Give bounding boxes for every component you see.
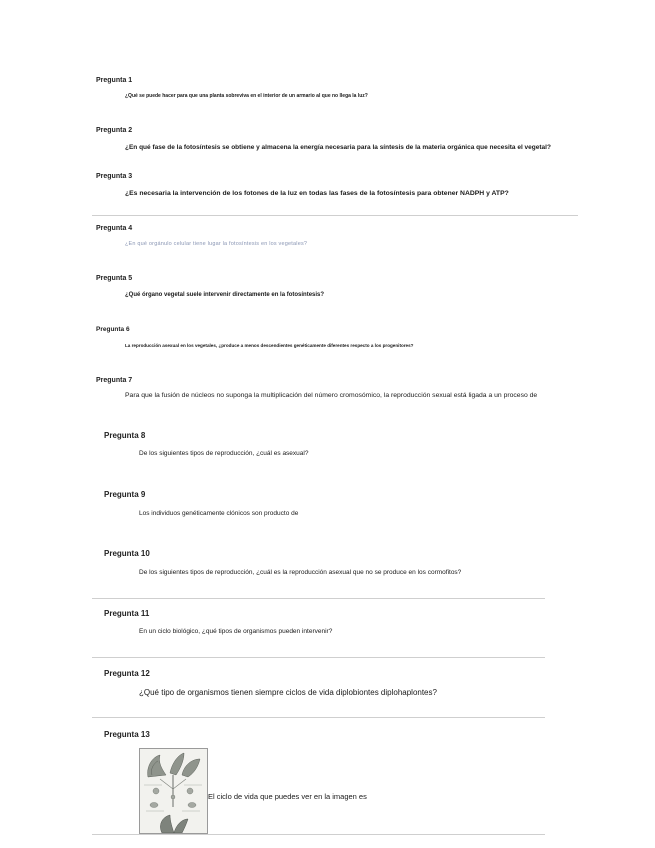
question-text: ¿Es necesaria la intervención de los fotones de la luz en todas las fases de la fotosíntesis para obtener NADPH y ATP? <box>125 190 509 197</box>
question-12 <box>104 669 150 678</box>
divider <box>92 834 545 835</box>
question-label: Pregunta 11 <box>104 609 150 618</box>
question-label: Pregunta 9 <box>104 490 146 499</box>
question-4 <box>96 225 132 232</box>
question-label: Pregunta 3 <box>96 173 133 180</box>
divider <box>92 717 545 718</box>
question-3 <box>96 173 132 180</box>
question-label: Pregunta 2 <box>96 127 133 134</box>
question-6 <box>96 326 130 333</box>
question-text: El ciclo de vida que puedes ver en la imagen es <box>208 792 367 801</box>
question-text: ¿En qué fase de la fotosíntesis se obtiene y almacena la energía necesaria para la síntesis de la materia orgánica que necesita el vegetal? <box>125 144 551 151</box>
question-13 <box>104 730 150 739</box>
question-text: ¿En qué orgánulo celular tiene lugar la fotosíntesis en los vegetales? <box>125 241 308 247</box>
question-2 <box>96 127 132 134</box>
question-label: Pregunta 7 <box>96 377 133 384</box>
question-11 <box>104 609 149 618</box>
question-label: Pregunta 1 <box>96 77 133 84</box>
question-5 <box>96 275 132 282</box>
question-label: Pregunta 6 <box>96 326 130 333</box>
life-cycle-diagram-image <box>139 748 208 834</box>
divider <box>92 215 578 216</box>
question-label: Pregunta 4 <box>96 225 133 232</box>
question-9 <box>104 490 145 499</box>
question-1 <box>96 77 132 84</box>
divider <box>92 657 545 658</box>
question-text: De los siguientes tipos de reproducción, ¿cuál es la reproducción asexual que no se produce en los cormofitos? <box>139 569 462 576</box>
plant-life-cycle-icon <box>140 749 207 833</box>
question-label: Pregunta 8 <box>104 431 146 440</box>
question-label: Pregunta 10 <box>104 549 150 558</box>
question-label: Pregunta 5 <box>96 275 133 282</box>
question-label: Pregunta 13 <box>104 730 150 739</box>
question-label: Pregunta 12 <box>104 669 150 678</box>
question-text: Para que la fusión de núcleos no suponga la multiplicación del número cromosómico, la reproducción sexual está ligada a un proceso de <box>125 392 538 399</box>
question-text: De los siguientes tipos de reproducción, ¿cuál es asexual? <box>139 450 309 457</box>
question-text: En un ciclo biológico, ¿qué tipos de organismos pueden intervenir? <box>139 628 333 635</box>
question-text: ¿Qué tipo de organismos tienen siempre ciclos de vida diplobiontes diplohaplontes? <box>139 688 437 697</box>
question-8 <box>104 431 145 440</box>
question-text: La reproducción asexual en los vegetales, ¿produce a menos descendientes genéticamente diferentes respecto a los progenitores? <box>125 343 414 348</box>
divider <box>92 598 545 599</box>
question-text: ¿Qué órgano vegetal suele intervenir directamente en la fotosíntesis? <box>125 292 325 298</box>
question-text: ¿Qué se puede hacer para que una planta sobreviva en el interior de un armario al que no llega la luz? <box>125 93 368 99</box>
question-text: Los individuos genéticamente clónicos son producto de <box>139 510 299 517</box>
question-10 <box>104 549 150 558</box>
question-7 <box>96 377 132 384</box>
